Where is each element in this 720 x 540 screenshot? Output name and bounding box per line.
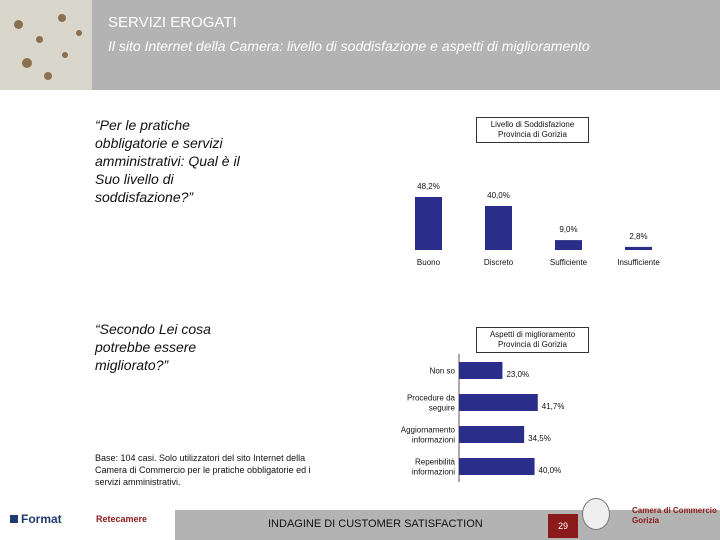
bar-0 (459, 362, 502, 379)
category-label: Procedure da (406, 393, 455, 403)
question-improvement: “Secondo Lei cosa potrebbe essere migliorato?” (95, 321, 211, 373)
page-number: 29 (548, 514, 578, 538)
page-subtitle: Il sito Internet della Camera: livello di soddisfazione e aspetti di miglioramento (108, 38, 590, 54)
category-label: seguire (428, 403, 455, 413)
chart1-legend-line1: Livello di Soddisfazione (490, 120, 575, 129)
category-label: Discreto (483, 258, 514, 267)
category-label: Aggiornamento (400, 425, 455, 435)
data-label: 40,0% (538, 466, 562, 475)
format-logo: Format (10, 512, 62, 526)
retecamere-logo: Retecamere (96, 514, 148, 524)
data-label: 9,0% (559, 225, 578, 235)
category-label: Non so (429, 366, 455, 376)
data-label: 34,5% (528, 434, 551, 443)
question-satisfaction: “Per le pratiche obbligatorie e servizi amministrativi: Qual è il Suo livello di soddisfazione?” (95, 117, 240, 205)
bar-1 (459, 394, 538, 411)
camera-commercio-logo: Camera di Commercio Gorizia (632, 506, 717, 525)
bar-3 (459, 458, 535, 475)
page-title: SERVIZI EROGATI (108, 14, 237, 31)
category-label: informazioni (411, 467, 455, 477)
data-label: 41,7% (541, 402, 565, 411)
chart1-legend-line2: Provincia di Gorizia (498, 130, 567, 139)
category-label: Reperibilità (414, 457, 455, 467)
category-label: Buono (416, 258, 441, 267)
data-label: 23,0% (506, 370, 530, 379)
data-label: 48,2% (417, 181, 440, 191)
category-label: Insufficiente (617, 258, 660, 267)
data-label: 40,0% (487, 191, 510, 200)
chart2-legend-line1: Aspetti di miglioramento (489, 330, 576, 339)
chart2-legend-line2: Provincia di Gorizia (498, 340, 567, 349)
bar-2 (459, 426, 524, 443)
footer-text: INDAGINE DI CUSTOMER SATISFACTION (268, 518, 483, 530)
seal-icon (582, 498, 610, 530)
base-note: Base: 104 casi. Solo utilizzatori del sito Internet della Camera di Commercio per le pratiche obbligatorie ed i servizi amministrativi. (95, 453, 311, 487)
data-label: 2,8% (629, 231, 648, 241)
category-label: informazioni (411, 435, 455, 445)
category-label: Sufficiente (549, 258, 588, 267)
